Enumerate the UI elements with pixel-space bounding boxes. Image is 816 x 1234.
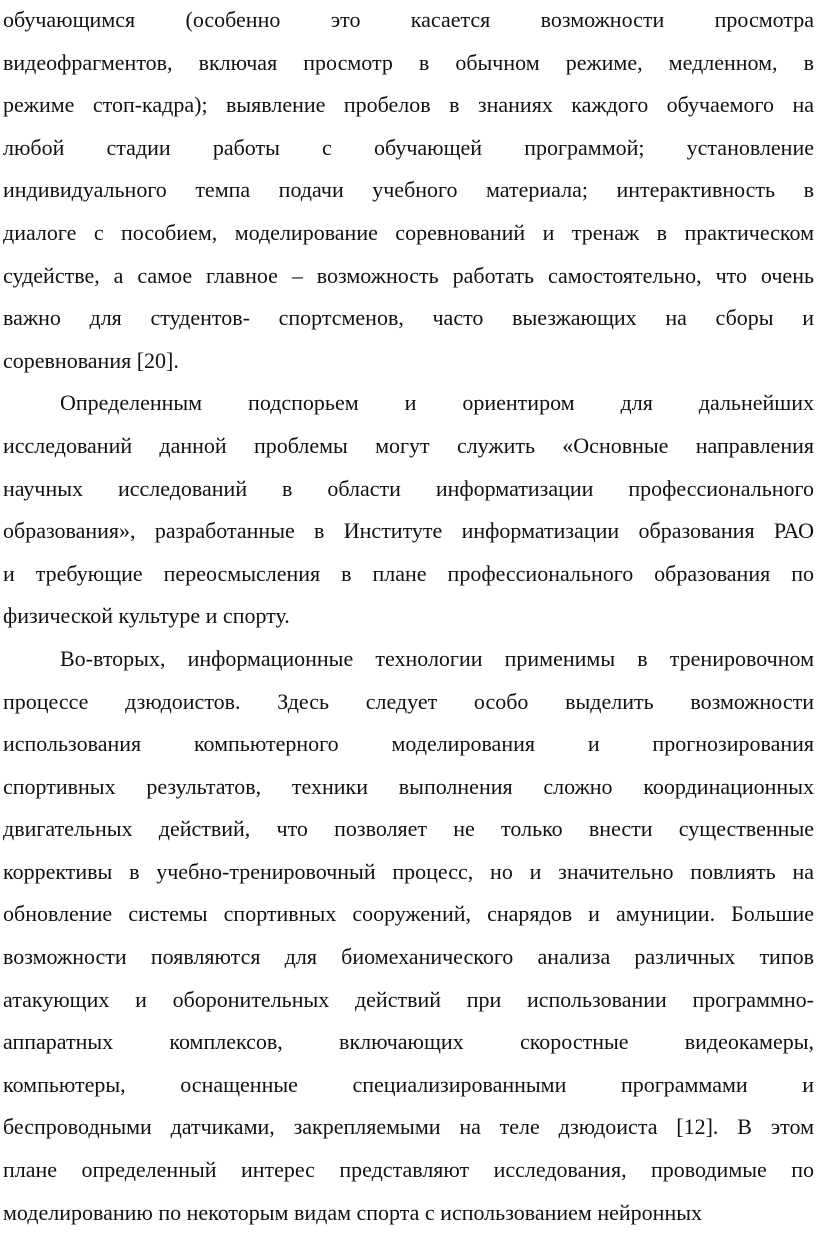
text-line: важно для студентов- спортсменов, часто выезжающих на сборы и: [3, 305, 814, 331]
text-line: диалоге с пособием, моделирование соревнований и тренаж в практическом: [3, 219, 814, 245]
text-line: использования компьютерного моделирования и прогнозирования: [3, 731, 814, 757]
text-line: беспроводными датчиками, закрепляемыми на теле дзюдоиста [12]. В этом: [3, 1114, 814, 1140]
text-line: научных исследований в области информатизации профессионального: [3, 475, 814, 501]
paragraph: [3, 0, 814, 382]
text-line: аппаратных комплексов, включающих скоростные видеокамеры,: [3, 1029, 814, 1055]
text-line: двигательных действий, что позволяет не только внести существенные: [3, 816, 814, 842]
text-line: коррективы в учебно-тренировочный процесс, но и значительно повлиять на: [3, 858, 814, 884]
text-line: режиме стоп-кадра); выявление пробелов в знаниях каждого обучаемого на: [3, 92, 814, 118]
text-line: индивидуального темпа подачи учебного материала; интерактивность в: [3, 177, 814, 203]
text-line: обновление системы спортивных сооружений, снарядов и амуниции. Большие: [3, 901, 814, 927]
text-line: плане определенный интерес представляют исследования, проводимые по: [3, 1157, 814, 1183]
text-line: соревнования [20].: [3, 347, 179, 373]
text-line: любой стадии работы с обучающей программой; установление: [3, 134, 814, 160]
text-line: и требующие переосмысления в плане профессионального образования по: [3, 560, 814, 586]
text-line: компьютеры, оснащенные специализированными программами и: [3, 1071, 814, 1097]
text-line: возможности появляются для биомеханического анализа различных типов: [3, 944, 814, 970]
text-line: процессе дзюдоистов. Здесь следует особо выделить возможности: [3, 688, 814, 714]
text-line: образования», разработанные в Институте информатизации образования РАО: [3, 518, 814, 544]
text-line: судействе, а самое главное – возможность работать самостоятельно, что очень: [3, 262, 814, 288]
text-line: обучающимся (особенно это касается возможности просмотра: [3, 7, 814, 32]
text-line: исследований данной проблемы могут служить «Основные направления: [3, 432, 814, 458]
text-line: спортивных результатов, техники выполнения сложно координационных: [3, 773, 814, 799]
text-line: атакующих и оборонительных действий при использовании программно-: [3, 986, 814, 1012]
text-line: Определенным подспорьем и ориентиром для дальнейших: [60, 390, 814, 416]
text-line: Во-вторых, информационные технологии применимы в тренировочном: [60, 645, 814, 671]
text-line: моделированию по некоторым видам спорта с использованием нейронных: [3, 1199, 702, 1225]
text-line: видеофрагментов, включая просмотр в обычном режиме, медленном, в: [3, 49, 814, 75]
text-line: физической культуре и спорту.: [3, 603, 290, 629]
paragraph: [3, 638, 814, 1234]
paragraph: [3, 382, 814, 638]
